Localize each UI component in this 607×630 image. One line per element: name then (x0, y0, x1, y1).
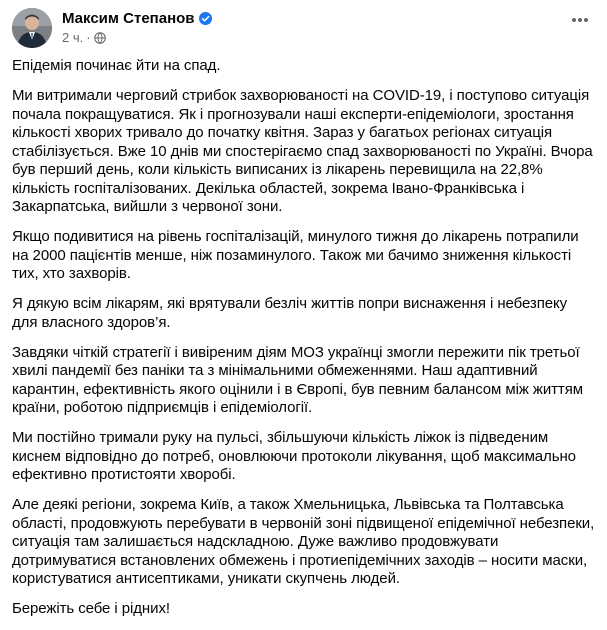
globe-icon[interactable] (94, 32, 106, 44)
post-timestamp[interactable]: 2 ч. (62, 30, 84, 45)
post-paragraph: Ми витримали черговий стрибок захворюваності на COVID-19, і поступово ситуація почала покращуватися. Як і прогнозували наші експерти-епідеміологи, зростання кількості хворих тривало до початку квітня. Зараз у багатьох регіонах ситуація стабілізується. Вже 10 днів ми спостерігаємо спад захворюваності по Україні. Вчора був перший день, коли кількість виписаних із лікарень перевищила на 22,8% кількість госпіталізованих. Декілька областей, зокрема Івано-Франківська і Закарпатська, вийшли з червоної зони. (12, 87, 593, 215)
verified-badge-icon (199, 12, 212, 25)
post-paragraph: Якщо подивитися на рівень госпіталізацій, минулого тижня до лікарень потрапили на 2000 пацієнтів менше, ніж позаминулого. Також ми бачимо зниження кількості тих, хто захворів. (12, 228, 579, 282)
avatar[interactable] (12, 8, 52, 48)
post-header (12, 8, 595, 48)
post-paragraph: Бережіть себе і рідних! (12, 600, 170, 617)
author-name[interactable]: Максим Степанов (62, 10, 195, 27)
post-paragraph: Ми постійно тримали руку на пульсі, збільшуючи кількість ліжок із підведеним киснем відповідно до потреб, оновлюючи протоколи лікування, щоб максимально ефективно протистояти хворобі. (12, 429, 576, 483)
post-body (12, 57, 595, 630)
post-meta (62, 30, 106, 46)
more-horizontal-icon[interactable] (565, 8, 595, 36)
post-paragraph: Завдяки чіткій стратегії і вивіреним діям МОЗ українці змогли пережити пік третьої хвилі пандемії без паніки та з мінімальними обмеженнями. Наш адаптивний карантин, ефективність якого оцінили і в Європі, був певним балансом між життям країни, роботою підприємців і епідеміології. (12, 343, 583, 416)
post-paragraph: Епідемія починає йти на спад. (12, 57, 221, 74)
post-paragraph: Я дякую всім лікарям, які врятували безліч життів попри виснаження і небезпеку для власного здоров’я. (12, 295, 568, 331)
author-line (62, 10, 212, 28)
meta-separator: · (86, 30, 91, 45)
post-paragraph: Але деякі регіони, зокрема Київ, а також Хмельницька, Львівська та Полтавська області, продовжують перебувати в червоній зоні підвищеної епідемічної небезпеки, ситуація там залишається надскладною. Дуже важливо продовжувати дотримуватися встановлених обмежень і протиепідемічних заходів – носити маски, користуватися антисептиками, уникати скупчень людей. (12, 496, 595, 587)
